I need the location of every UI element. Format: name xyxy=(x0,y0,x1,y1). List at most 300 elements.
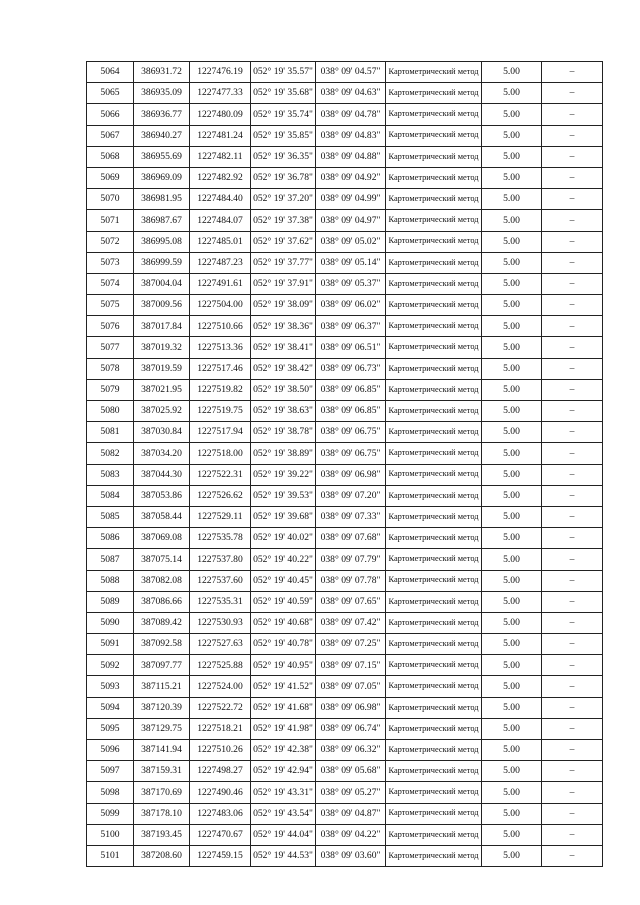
point-number-cell: 5077 xyxy=(87,337,134,358)
y-coordinate-cell: 1227530.93 xyxy=(190,612,251,633)
method-cell: Картометрический метод xyxy=(386,718,482,739)
table-row xyxy=(87,782,603,803)
method-cell: Картометрический метод xyxy=(386,697,482,718)
y-coordinate-cell: 1227526.62 xyxy=(190,485,251,506)
point-number-cell: 5099 xyxy=(87,803,134,824)
latitude-cell: 052° 19' 40.59" xyxy=(251,591,316,612)
point-number-cell: 5081 xyxy=(87,422,134,443)
latitude-cell: 052° 19' 40.68" xyxy=(251,612,316,633)
latitude-cell: 052° 19' 35.57" xyxy=(251,62,316,83)
point-number-cell: 5090 xyxy=(87,612,134,633)
point-number-cell: 5084 xyxy=(87,485,134,506)
latitude-cell: 052° 19' 40.78" xyxy=(251,634,316,655)
method-cell: Картометрический метод xyxy=(386,210,482,231)
longitude-cell: 038° 09' 07.78" xyxy=(316,570,386,591)
x-coordinate-cell: 386969.09 xyxy=(134,167,190,188)
table-row xyxy=(87,506,603,527)
x-coordinate-cell: 386995.08 xyxy=(134,231,190,252)
method-cell: Картометрический метод xyxy=(386,422,482,443)
y-coordinate-cell: 1227480.09 xyxy=(190,104,251,125)
y-coordinate-cell: 1227484.07 xyxy=(190,210,251,231)
point-number-cell: 5076 xyxy=(87,316,134,337)
point-number-cell: 5098 xyxy=(87,782,134,803)
note-cell: – xyxy=(542,146,603,167)
y-coordinate-cell: 1227504.00 xyxy=(190,295,251,316)
table-row xyxy=(87,337,603,358)
latitude-cell: 052° 19' 42.38" xyxy=(251,740,316,761)
longitude-cell: 038° 09' 04.97" xyxy=(316,210,386,231)
note-cell: – xyxy=(542,740,603,761)
latitude-cell: 052° 19' 38.50" xyxy=(251,379,316,400)
x-coordinate-cell: 387170.69 xyxy=(134,782,190,803)
latitude-cell: 052° 19' 38.09" xyxy=(251,295,316,316)
note-cell: – xyxy=(542,83,603,104)
note-cell: – xyxy=(542,379,603,400)
x-coordinate-cell: 386981.95 xyxy=(134,189,190,210)
x-coordinate-cell: 387009.56 xyxy=(134,295,190,316)
y-coordinate-cell: 1227529.11 xyxy=(190,506,251,527)
table-row xyxy=(87,379,603,400)
point-number-cell: 5082 xyxy=(87,443,134,464)
x-coordinate-cell: 386999.59 xyxy=(134,252,190,273)
note-cell: – xyxy=(542,358,603,379)
point-number-cell: 5072 xyxy=(87,231,134,252)
latitude-cell: 052° 19' 40.22" xyxy=(251,549,316,570)
y-coordinate-cell: 1227477.33 xyxy=(190,83,251,104)
method-cell: Картометрический метод xyxy=(386,549,482,570)
x-coordinate-cell: 387019.32 xyxy=(134,337,190,358)
longitude-cell: 038° 09' 06.98" xyxy=(316,697,386,718)
point-number-cell: 5094 xyxy=(87,697,134,718)
method-cell: Картометрический метод xyxy=(386,803,482,824)
table-row xyxy=(87,62,603,83)
y-coordinate-cell: 1227484.40 xyxy=(190,189,251,210)
precision-cell: 5.00 xyxy=(482,528,542,549)
longitude-cell: 038° 09' 06.74" xyxy=(316,718,386,739)
y-coordinate-cell: 1227527.63 xyxy=(190,634,251,655)
note-cell: – xyxy=(542,676,603,697)
table-row xyxy=(87,697,603,718)
table-row xyxy=(87,570,603,591)
longitude-cell: 038° 09' 06.37" xyxy=(316,316,386,337)
method-cell: Картометрический метод xyxy=(386,231,482,252)
point-number-cell: 5086 xyxy=(87,528,134,549)
y-coordinate-cell: 1227518.21 xyxy=(190,718,251,739)
x-coordinate-cell: 387044.30 xyxy=(134,464,190,485)
note-cell: – xyxy=(542,252,603,273)
note-cell: – xyxy=(542,506,603,527)
longitude-cell: 038° 09' 04.78" xyxy=(316,104,386,125)
longitude-cell: 038° 09' 05.37" xyxy=(316,273,386,294)
precision-cell: 5.00 xyxy=(482,485,542,506)
x-coordinate-cell: 387178.10 xyxy=(134,803,190,824)
y-coordinate-cell: 1227522.31 xyxy=(190,464,251,485)
y-coordinate-cell: 1227522.72 xyxy=(190,697,251,718)
method-cell: Картометрический метод xyxy=(386,570,482,591)
method-cell: Картометрический метод xyxy=(386,316,482,337)
latitude-cell: 052° 19' 39.68" xyxy=(251,506,316,527)
precision-cell: 5.00 xyxy=(482,295,542,316)
precision-cell: 5.00 xyxy=(482,252,542,273)
note-cell: – xyxy=(542,612,603,633)
point-number-cell: 5065 xyxy=(87,83,134,104)
x-coordinate-cell: 387030.84 xyxy=(134,422,190,443)
precision-cell: 5.00 xyxy=(482,782,542,803)
latitude-cell: 052° 19' 44.53" xyxy=(251,845,316,866)
y-coordinate-cell: 1227513.36 xyxy=(190,337,251,358)
latitude-cell: 052° 19' 36.78" xyxy=(251,167,316,188)
point-number-cell: 5097 xyxy=(87,761,134,782)
longitude-cell: 038° 09' 07.42" xyxy=(316,612,386,633)
table-row xyxy=(87,210,603,231)
longitude-cell: 038° 09' 06.75" xyxy=(316,422,386,443)
table-row xyxy=(87,528,603,549)
note-cell: – xyxy=(542,528,603,549)
method-cell: Картометрический метод xyxy=(386,591,482,612)
longitude-cell: 038° 09' 05.02" xyxy=(316,231,386,252)
precision-cell: 5.00 xyxy=(482,83,542,104)
note-cell: – xyxy=(542,189,603,210)
note-cell: – xyxy=(542,655,603,676)
table-row xyxy=(87,718,603,739)
table-row xyxy=(87,167,603,188)
x-coordinate-cell: 387075.14 xyxy=(134,549,190,570)
latitude-cell: 052° 19' 37.77" xyxy=(251,252,316,273)
precision-cell: 5.00 xyxy=(482,146,542,167)
precision-cell: 5.00 xyxy=(482,570,542,591)
method-cell: Картометрический метод xyxy=(386,506,482,527)
x-coordinate-cell: 387129.75 xyxy=(134,718,190,739)
point-number-cell: 5088 xyxy=(87,570,134,591)
precision-cell: 5.00 xyxy=(482,676,542,697)
longitude-cell: 038° 09' 07.65" xyxy=(316,591,386,612)
point-number-cell: 5071 xyxy=(87,210,134,231)
x-coordinate-cell: 387092.58 xyxy=(134,634,190,655)
longitude-cell: 038° 09' 03.60" xyxy=(316,845,386,866)
precision-cell: 5.00 xyxy=(482,316,542,337)
table-row xyxy=(87,252,603,273)
method-cell: Картометрический метод xyxy=(386,295,482,316)
longitude-cell: 038° 09' 05.68" xyxy=(316,761,386,782)
table-row xyxy=(87,146,603,167)
latitude-cell: 052° 19' 40.02" xyxy=(251,528,316,549)
precision-cell: 5.00 xyxy=(482,803,542,824)
longitude-cell: 038° 09' 04.87" xyxy=(316,803,386,824)
latitude-cell: 052° 19' 40.45" xyxy=(251,570,316,591)
latitude-cell: 052° 19' 38.63" xyxy=(251,401,316,422)
method-cell: Картометрический метод xyxy=(386,379,482,400)
method-cell: Картометрический метод xyxy=(386,485,482,506)
note-cell: – xyxy=(542,782,603,803)
x-coordinate-cell: 387058.44 xyxy=(134,506,190,527)
point-number-cell: 5091 xyxy=(87,634,134,655)
precision-cell: 5.00 xyxy=(482,612,542,633)
method-cell: Картометрический метод xyxy=(386,358,482,379)
method-cell: Картометрический метод xyxy=(386,189,482,210)
precision-cell: 5.00 xyxy=(482,167,542,188)
latitude-cell: 052° 19' 43.54" xyxy=(251,803,316,824)
longitude-cell: 038° 09' 04.63" xyxy=(316,83,386,104)
latitude-cell: 052° 19' 37.91" xyxy=(251,273,316,294)
method-cell: Картометрический метод xyxy=(386,146,482,167)
precision-cell: 5.00 xyxy=(482,210,542,231)
method-cell: Картометрический метод xyxy=(386,252,482,273)
precision-cell: 5.00 xyxy=(482,718,542,739)
latitude-cell: 052° 19' 39.53" xyxy=(251,485,316,506)
method-cell: Картометрический метод xyxy=(386,676,482,697)
x-coordinate-cell: 387193.45 xyxy=(134,824,190,845)
longitude-cell: 038° 09' 05.27" xyxy=(316,782,386,803)
latitude-cell: 052° 19' 38.36" xyxy=(251,316,316,337)
latitude-cell: 052° 19' 43.31" xyxy=(251,782,316,803)
y-coordinate-cell: 1227517.46 xyxy=(190,358,251,379)
x-coordinate-cell: 387097.77 xyxy=(134,655,190,676)
longitude-cell: 038° 09' 06.32" xyxy=(316,740,386,761)
x-coordinate-cell: 386940.27 xyxy=(134,125,190,146)
longitude-cell: 038° 09' 07.05" xyxy=(316,676,386,697)
table-row xyxy=(87,295,603,316)
table-row xyxy=(87,125,603,146)
y-coordinate-cell: 1227470.67 xyxy=(190,824,251,845)
table-row xyxy=(87,358,603,379)
precision-cell: 5.00 xyxy=(482,845,542,866)
y-coordinate-cell: 1227498.27 xyxy=(190,761,251,782)
point-number-cell: 5092 xyxy=(87,655,134,676)
precision-cell: 5.00 xyxy=(482,697,542,718)
method-cell: Картометрический метод xyxy=(386,740,482,761)
point-number-cell: 5064 xyxy=(87,62,134,83)
table-row xyxy=(87,316,603,337)
note-cell: – xyxy=(542,167,603,188)
point-number-cell: 5075 xyxy=(87,295,134,316)
point-number-cell: 5080 xyxy=(87,401,134,422)
x-coordinate-cell: 387004.04 xyxy=(134,273,190,294)
precision-cell: 5.00 xyxy=(482,740,542,761)
longitude-cell: 038° 09' 04.92" xyxy=(316,167,386,188)
latitude-cell: 052° 19' 41.52" xyxy=(251,676,316,697)
method-cell: Картометрический метод xyxy=(386,528,482,549)
precision-cell: 5.00 xyxy=(482,549,542,570)
table-row xyxy=(87,634,603,655)
precision-cell: 5.00 xyxy=(482,655,542,676)
note-cell: – xyxy=(542,231,603,252)
table-row xyxy=(87,485,603,506)
longitude-cell: 038° 09' 04.57" xyxy=(316,62,386,83)
coordinates-table xyxy=(86,61,603,867)
x-coordinate-cell: 387086.66 xyxy=(134,591,190,612)
table-row xyxy=(87,591,603,612)
method-cell: Картометрический метод xyxy=(386,612,482,633)
note-cell: – xyxy=(542,464,603,485)
note-cell: – xyxy=(542,62,603,83)
point-number-cell: 5083 xyxy=(87,464,134,485)
longitude-cell: 038° 09' 04.22" xyxy=(316,824,386,845)
note-cell: – xyxy=(542,443,603,464)
note-cell: – xyxy=(542,697,603,718)
point-number-cell: 5066 xyxy=(87,104,134,125)
method-cell: Картометрический метод xyxy=(386,761,482,782)
method-cell: Картометрический метод xyxy=(386,83,482,104)
precision-cell: 5.00 xyxy=(482,62,542,83)
note-cell: – xyxy=(542,591,603,612)
table-row xyxy=(87,612,603,633)
table-row xyxy=(87,422,603,443)
point-number-cell: 5085 xyxy=(87,506,134,527)
latitude-cell: 052° 19' 40.95" xyxy=(251,655,316,676)
precision-cell: 5.00 xyxy=(482,464,542,485)
note-cell: – xyxy=(542,125,603,146)
point-number-cell: 5096 xyxy=(87,740,134,761)
note-cell: – xyxy=(542,273,603,294)
x-coordinate-cell: 387053.86 xyxy=(134,485,190,506)
note-cell: – xyxy=(542,316,603,337)
table-row xyxy=(87,443,603,464)
table-body xyxy=(87,62,603,867)
point-number-cell: 5093 xyxy=(87,676,134,697)
point-number-cell: 5073 xyxy=(87,252,134,273)
latitude-cell: 052° 19' 41.68" xyxy=(251,697,316,718)
method-cell: Картометрический метод xyxy=(386,125,482,146)
precision-cell: 5.00 xyxy=(482,379,542,400)
latitude-cell: 052° 19' 35.74" xyxy=(251,104,316,125)
precision-cell: 5.00 xyxy=(482,401,542,422)
longitude-cell: 038° 09' 05.14" xyxy=(316,252,386,273)
precision-cell: 5.00 xyxy=(482,189,542,210)
y-coordinate-cell: 1227476.19 xyxy=(190,62,251,83)
method-cell: Картометрический метод xyxy=(386,824,482,845)
y-coordinate-cell: 1227459.15 xyxy=(190,845,251,866)
y-coordinate-cell: 1227535.31 xyxy=(190,591,251,612)
longitude-cell: 038° 09' 06.02" xyxy=(316,295,386,316)
longitude-cell: 038° 09' 07.15" xyxy=(316,655,386,676)
point-number-cell: 5078 xyxy=(87,358,134,379)
x-coordinate-cell: 387034.20 xyxy=(134,443,190,464)
table-row xyxy=(87,231,603,252)
x-coordinate-cell: 387120.39 xyxy=(134,697,190,718)
note-cell: – xyxy=(542,401,603,422)
note-cell: – xyxy=(542,337,603,358)
longitude-cell: 038° 09' 06.85" xyxy=(316,379,386,400)
note-cell: – xyxy=(542,570,603,591)
latitude-cell: 052° 19' 38.78" xyxy=(251,422,316,443)
point-number-cell: 5087 xyxy=(87,549,134,570)
note-cell: – xyxy=(542,634,603,655)
longitude-cell: 038° 09' 06.73" xyxy=(316,358,386,379)
method-cell: Картометрический метод xyxy=(386,464,482,485)
precision-cell: 5.00 xyxy=(482,231,542,252)
note-cell: – xyxy=(542,210,603,231)
y-coordinate-cell: 1227537.80 xyxy=(190,549,251,570)
x-coordinate-cell: 387069.08 xyxy=(134,528,190,549)
method-cell: Картометрический метод xyxy=(386,782,482,803)
longitude-cell: 038° 09' 04.88" xyxy=(316,146,386,167)
y-coordinate-cell: 1227491.61 xyxy=(190,273,251,294)
x-coordinate-cell: 387017.84 xyxy=(134,316,190,337)
y-coordinate-cell: 1227519.82 xyxy=(190,379,251,400)
note-cell: – xyxy=(542,845,603,866)
note-cell: – xyxy=(542,422,603,443)
point-number-cell: 5069 xyxy=(87,167,134,188)
latitude-cell: 052° 19' 35.68" xyxy=(251,83,316,104)
latitude-cell: 052° 19' 39.22" xyxy=(251,464,316,485)
precision-cell: 5.00 xyxy=(482,125,542,146)
longitude-cell: 038° 09' 07.25" xyxy=(316,634,386,655)
precision-cell: 5.00 xyxy=(482,761,542,782)
table-row xyxy=(87,104,603,125)
longitude-cell: 038° 09' 07.33" xyxy=(316,506,386,527)
y-coordinate-cell: 1227481.24 xyxy=(190,125,251,146)
latitude-cell: 052° 19' 41.98" xyxy=(251,718,316,739)
x-coordinate-cell: 387021.95 xyxy=(134,379,190,400)
precision-cell: 5.00 xyxy=(482,422,542,443)
latitude-cell: 052° 19' 38.42" xyxy=(251,358,316,379)
latitude-cell: 052° 19' 35.85" xyxy=(251,125,316,146)
note-cell: – xyxy=(542,718,603,739)
x-coordinate-cell: 386935.09 xyxy=(134,83,190,104)
latitude-cell: 052° 19' 38.89" xyxy=(251,443,316,464)
table-row xyxy=(87,803,603,824)
note-cell: – xyxy=(542,824,603,845)
table-row xyxy=(87,83,603,104)
point-number-cell: 5095 xyxy=(87,718,134,739)
y-coordinate-cell: 1227482.11 xyxy=(190,146,251,167)
method-cell: Картометрический метод xyxy=(386,337,482,358)
precision-cell: 5.00 xyxy=(482,104,542,125)
x-coordinate-cell: 386936.77 xyxy=(134,104,190,125)
note-cell: – xyxy=(542,761,603,782)
y-coordinate-cell: 1227525.88 xyxy=(190,655,251,676)
longitude-cell: 038° 09' 06.75" xyxy=(316,443,386,464)
precision-cell: 5.00 xyxy=(482,591,542,612)
point-number-cell: 5074 xyxy=(87,273,134,294)
precision-cell: 5.00 xyxy=(482,358,542,379)
longitude-cell: 038° 09' 07.68" xyxy=(316,528,386,549)
y-coordinate-cell: 1227485.01 xyxy=(190,231,251,252)
x-coordinate-cell: 387082.08 xyxy=(134,570,190,591)
longitude-cell: 038° 09' 04.99" xyxy=(316,189,386,210)
note-cell: – xyxy=(542,549,603,570)
longitude-cell: 038° 09' 06.51" xyxy=(316,337,386,358)
precision-cell: 5.00 xyxy=(482,824,542,845)
x-coordinate-cell: 387025.92 xyxy=(134,401,190,422)
longitude-cell: 038° 09' 07.79" xyxy=(316,549,386,570)
y-coordinate-cell: 1227483.06 xyxy=(190,803,251,824)
latitude-cell: 052° 19' 36.35" xyxy=(251,146,316,167)
table-row xyxy=(87,401,603,422)
longitude-cell: 038° 09' 04.83" xyxy=(316,125,386,146)
y-coordinate-cell: 1227490.46 xyxy=(190,782,251,803)
table-row xyxy=(87,676,603,697)
point-number-cell: 5101 xyxy=(87,845,134,866)
method-cell: Картометрический метод xyxy=(386,104,482,125)
x-coordinate-cell: 386931.72 xyxy=(134,62,190,83)
table-row xyxy=(87,740,603,761)
point-number-cell: 5089 xyxy=(87,591,134,612)
x-coordinate-cell: 386955.69 xyxy=(134,146,190,167)
latitude-cell: 052° 19' 37.20" xyxy=(251,189,316,210)
method-cell: Картометрический метод xyxy=(386,634,482,655)
table-row xyxy=(87,189,603,210)
table-row xyxy=(87,655,603,676)
method-cell: Картометрический метод xyxy=(386,443,482,464)
point-number-cell: 5100 xyxy=(87,824,134,845)
latitude-cell: 052° 19' 42.94" xyxy=(251,761,316,782)
table-row xyxy=(87,845,603,866)
precision-cell: 5.00 xyxy=(482,506,542,527)
note-cell: – xyxy=(542,104,603,125)
y-coordinate-cell: 1227517.94 xyxy=(190,422,251,443)
y-coordinate-cell: 1227510.66 xyxy=(190,316,251,337)
